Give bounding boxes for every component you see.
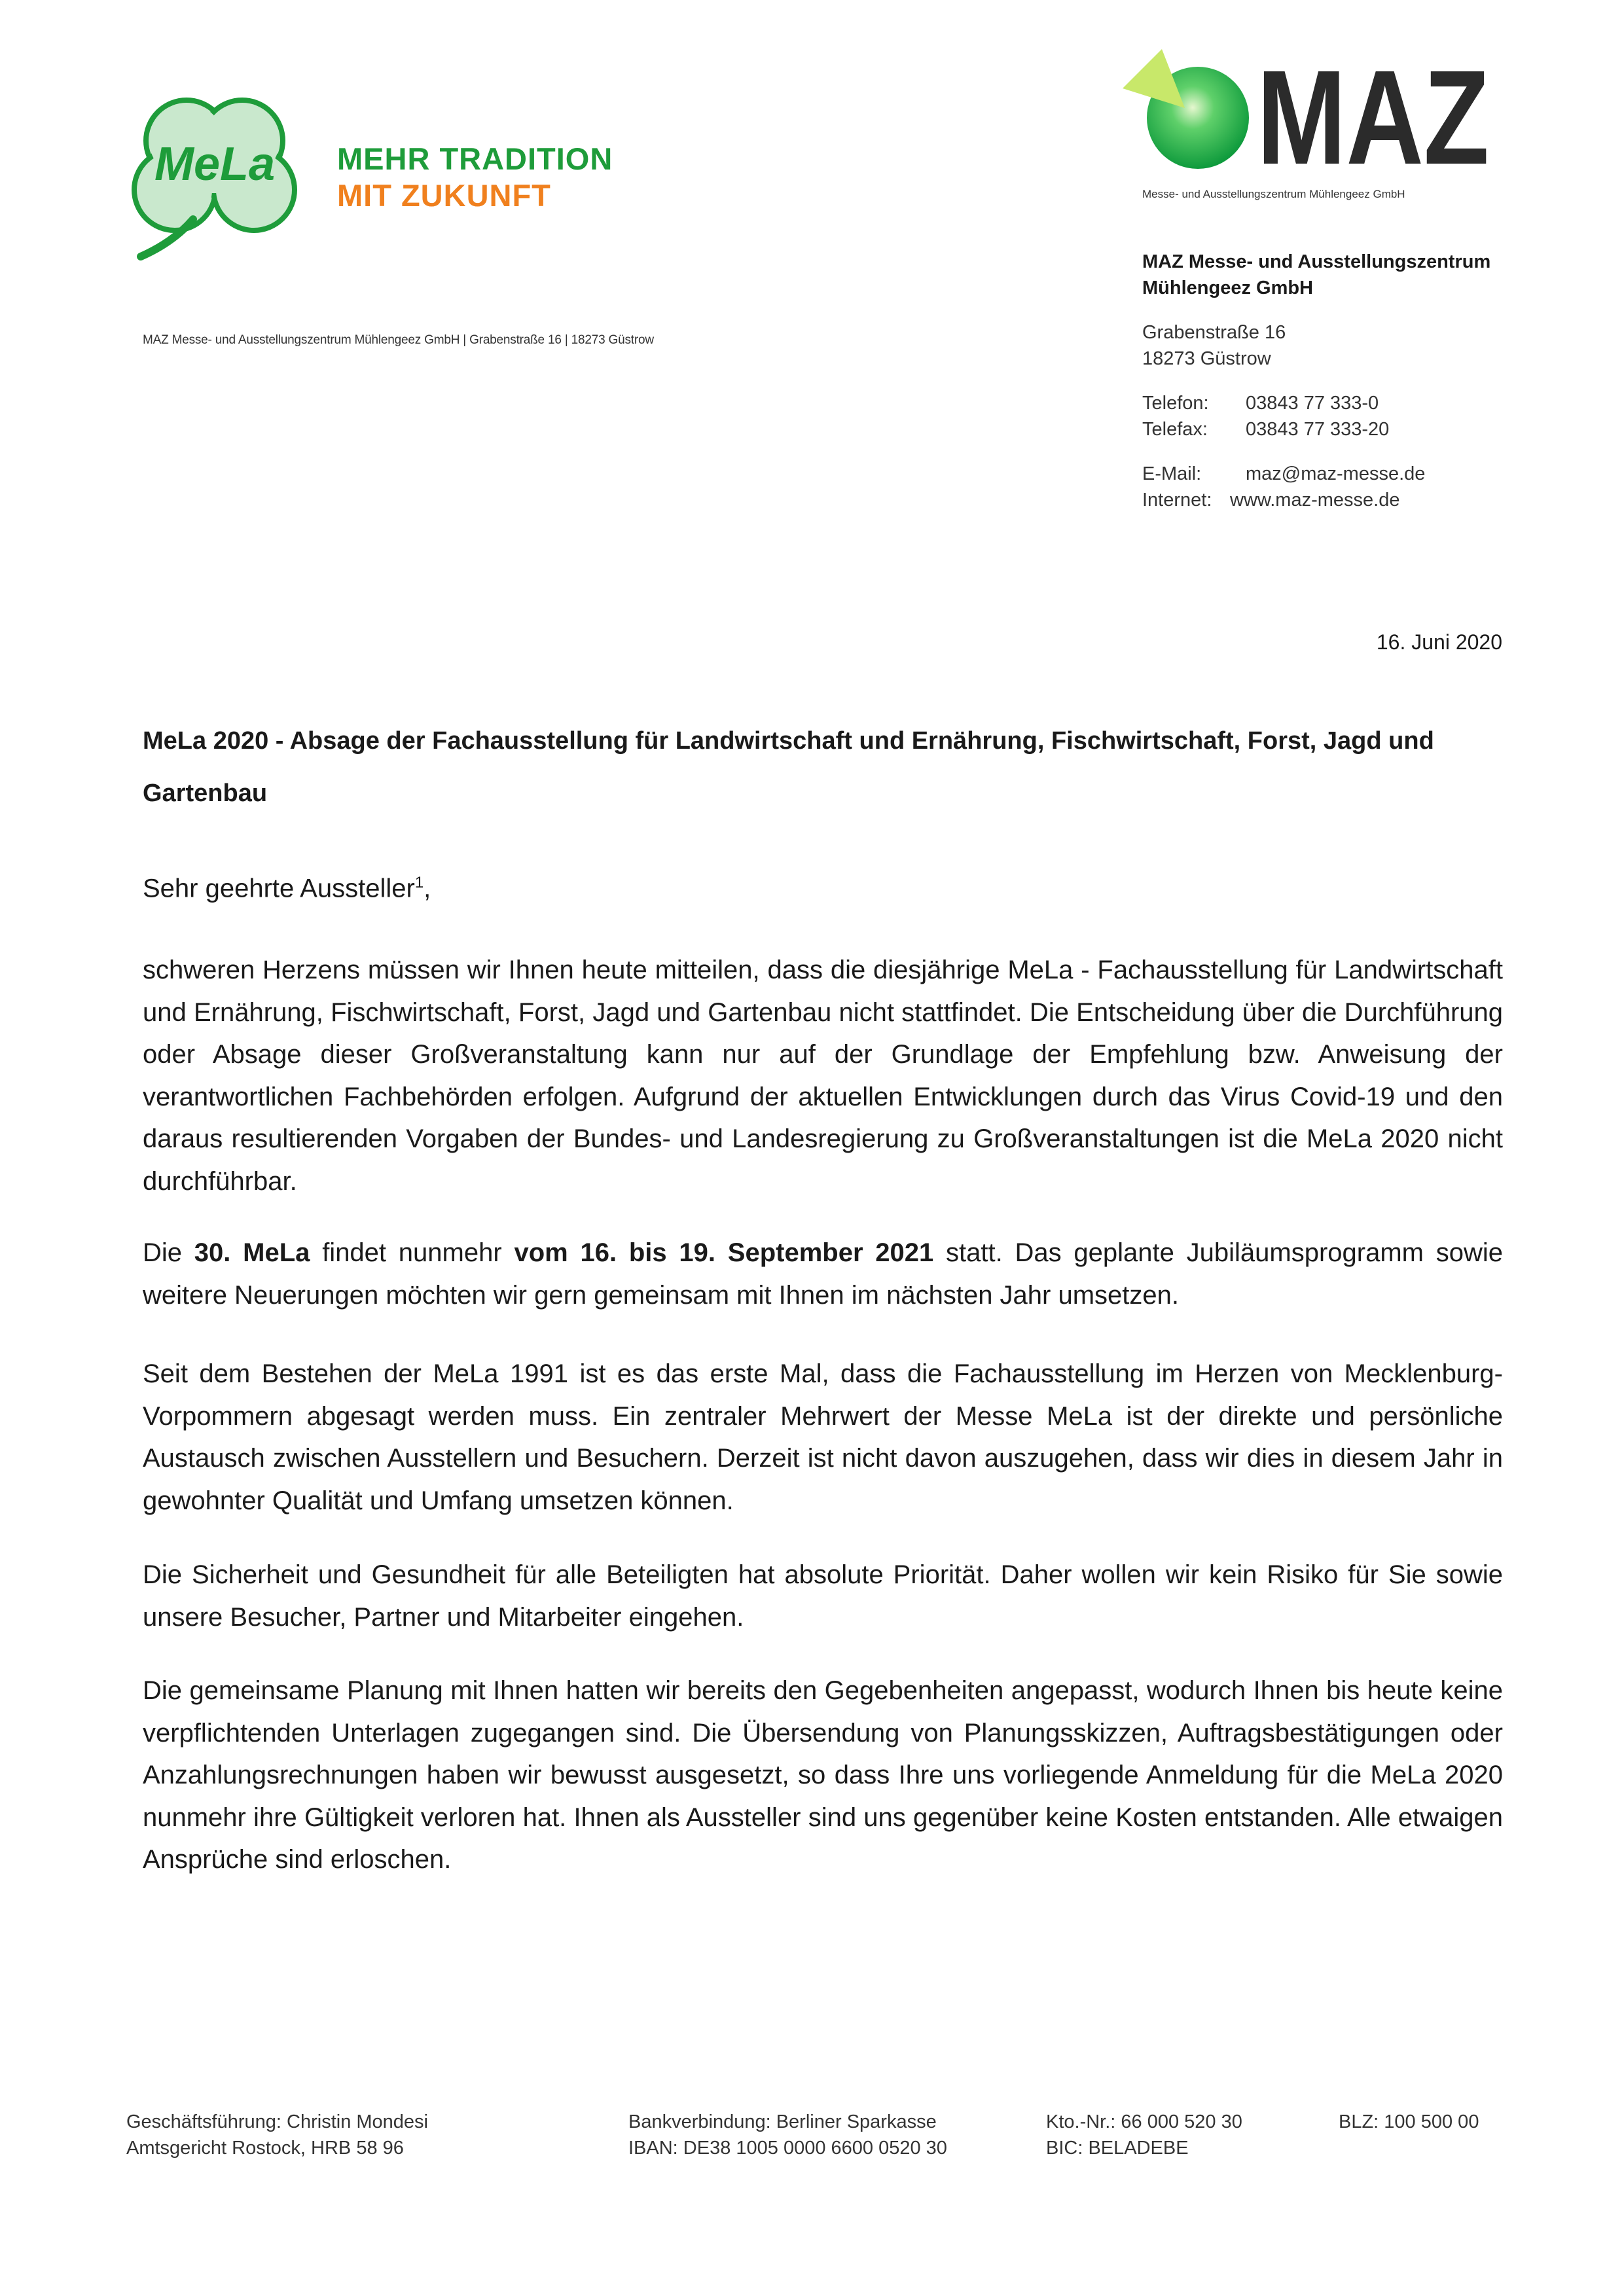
web-value[interactable]: www.maz-messe.de	[1230, 490, 1400, 511]
email-label: E-Mail:	[1142, 463, 1202, 484]
p2-text-c: findet nunmehr	[310, 1238, 514, 1267]
footer-bank	[628, 2109, 947, 2161]
salutation-comma: ,	[424, 874, 431, 903]
letter-subject: MeLa 2020 - Absage der Fachausstellung für Landwirtschaft und Ernährung, Fischwirtschaft, Forst, Jagd und Gartenbau	[143, 727, 1434, 807]
slogan-line-1: MEHR TRADITION	[337, 141, 613, 176]
account-line: Kto.-Nr.: 66 000 520 30	[1046, 2111, 1242, 2132]
body-paragraph-5: Die gemeinsame Planung mit Ihnen hatten wir bereits den Gegebenheiten angepasst, wodurch Ihnen bis heute keine verpflichtenden Unterlagen zugegangen sind. Die Übersendung von Planungsskizzen, Auftragsbestätigungen oder Anzahlungsrechnungen haben wir bewusst ausgesetzt, so dass Ihre uns vorliegende Anmeldung für die MeLa 2020 nunmehr ihre Gültigkeit verloren hat. Ihnen als Aussteller sind uns gegenüber keine Kosten entstanden. Alle etwaigen Ansprüche sind erloschen.	[143, 1676, 1503, 1874]
management-line: Geschäftsführung: Christin Mondesi	[126, 2111, 428, 2132]
bank-line: Bankverbindung: Berliner Sparkasse	[628, 2111, 937, 2132]
sender-return-line: MAZ Messe- und Ausstellungszentrum Mühlengeez GmbH | Grabenstraße 16 | 18273 Güstrow	[143, 333, 654, 347]
maz-logo-text: MAZ	[1257, 43, 1489, 192]
footnote-marker: 1	[414, 874, 424, 891]
address-block	[1142, 249, 1490, 513]
body-paragraph-4: Die Sicherheit und Gesundheit für alle Beteiligten hat absolute Priorität. Daher wollen wir kein Risiko für Sie sowie unsere Besucher, Partner und Mitarbeiter eingehen.	[143, 1560, 1503, 1632]
email-value[interactable]: maz@maz-messe.de	[1246, 463, 1426, 484]
phone-row	[1142, 390, 1490, 416]
mela-slogan	[337, 141, 613, 214]
fax-row	[1142, 416, 1490, 442]
phone-label: Telefon:	[1142, 393, 1209, 414]
footer-blz	[1339, 2109, 1479, 2135]
email-row	[1142, 461, 1490, 487]
p2-text-a: Die	[143, 1238, 194, 1267]
fax-label: Telefax:	[1142, 419, 1208, 440]
street: Grabenstraße 16	[1142, 322, 1286, 343]
company-name-line-1: MAZ Messe- und Ausstellungszentrum	[1142, 251, 1491, 272]
fax-value: 03843 77 333-20	[1246, 419, 1390, 440]
footer-account	[1046, 2109, 1242, 2161]
mela-clover-logo	[121, 85, 311, 265]
iban-line: IBAN: DE38 1005 0000 6600 0520 30	[628, 2138, 947, 2159]
salutation	[143, 874, 431, 903]
slogan-line-2: MIT ZUKUNFT	[337, 178, 551, 213]
maz-logo	[1123, 43, 1492, 192]
p2-new-dates: vom 16. bis 19. September 2021	[514, 1238, 934, 1267]
court-line: Amtsgericht Rostock, HRB 58 96	[126, 2138, 404, 2159]
phone-value: 03843 77 333-0	[1246, 393, 1379, 414]
body-paragraph-1: schweren Herzens müssen wir Ihnen heute mitteilen, dass die diesjährige MeLa - Fachausstellung für Landwirtschaft und Ernährung, Fischwirtschaft, Forst, Jagd und Gartenbau nicht stattfindet. Die Entscheidung über die Durchführung oder Absage dieser Großveranstaltung kann nur auf der Grundlage der Empfehlung bzw. Anweisung der verantwortlichen Fachbehörden erfolgen. Aufgrund der aktuellen Entwicklungen durch das Virus Covid-19 und den daraus resultierenden Vorgaben der Bundes- und Landesregierung zu Großveranstaltungen ist die MeLa 2020 nicht durchführbar.	[143, 956, 1503, 1196]
web-label: Internet:	[1142, 490, 1212, 511]
bic-line: BIC: BELADEBE	[1046, 2138, 1189, 2159]
blz-line: BLZ: 100 500 00	[1339, 2111, 1479, 2132]
letter-date: 16. Juni 2020	[1376, 630, 1502, 654]
company-name-line-2: Mühlengeez GmbH	[1142, 278, 1314, 298]
salutation-text: Sehr geehrte Aussteller	[143, 874, 415, 903]
footer-management	[126, 2109, 428, 2161]
body-paragraph-2	[143, 1232, 1503, 1316]
p2-text-e: statt. Das geplante Jubiläumsprogramm sowie weitere Neuerungen möchten wir gern gemeinsam mit Ihnen im nächsten Jahr umsetzen.	[143, 1238, 1504, 1310]
web-row	[1142, 487, 1490, 513]
mela-logo-text: MeLa	[154, 138, 276, 190]
p2-edition: 30. MeLa	[194, 1238, 310, 1267]
body-paragraph-3: Seit dem Bestehen der MeLa 1991 ist es das erste Mal, dass die Fachausstellung im Herzen von Mecklenburg-Vorpommern abgesagt werden muss. Ein zentraler Mehrwert der Messe MeLa ist der direkte und persönliche Austausch zwischen Ausstellern und Besuchern. Derzeit ist nicht davon auszugehen, dass wir dies in diesem Jahr in gewohnter Qualität und Umfang umsetzen können.	[143, 1359, 1503, 1515]
maz-subtitle: Messe- und Ausstellungszentrum Mühlengeez GmbH	[1142, 188, 1405, 200]
city: 18273 Güstrow	[1142, 348, 1271, 369]
